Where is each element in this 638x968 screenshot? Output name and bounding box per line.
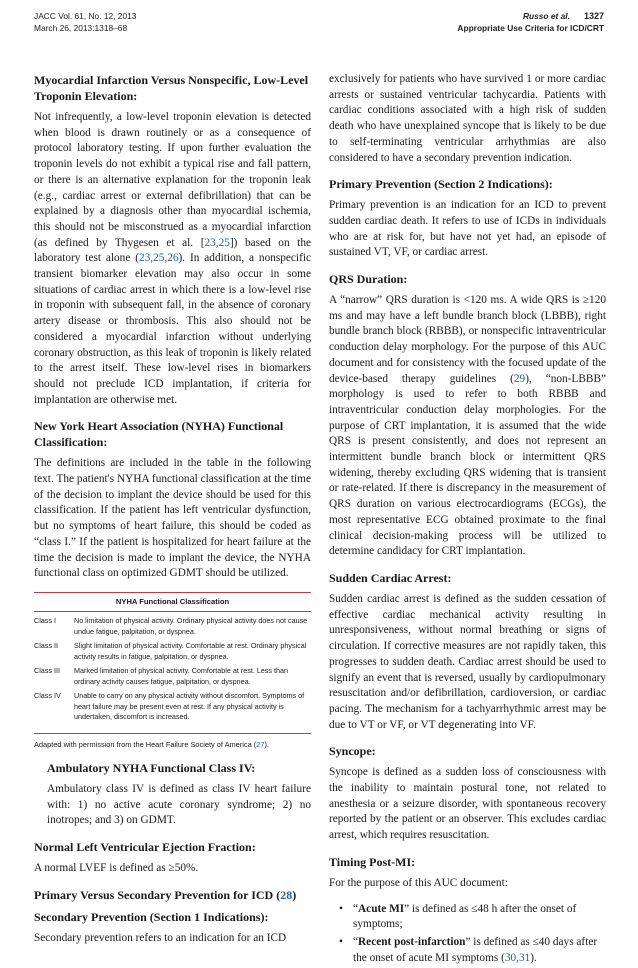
table-cell-class: Class I [34, 616, 56, 626]
table-cell-desc: Slight limitation of physical activity. Comfortable at rest. Ordinary physical activity results in fatigue, palpitation, or dyspnea. [74, 641, 307, 661]
ref-link-29[interactable]: 29 [513, 372, 526, 385]
left-column [34, 72, 311, 957]
timing-list [329, 902, 606, 967]
running-header-left [34, 10, 136, 34]
table-cell-desc: No limitation of physical activity. Ordinary physical activity does not cause undue fatigue, palpitation, or dyspnea. [74, 616, 308, 636]
paragraph-ambulatory: Ambulatory class IV is defined as class IV heart failure with: 1) no active acute coronary syndrome; 2) no inotropes; and 3) on GDMT. [47, 782, 311, 827]
paragraph-secondary-cont: exclusively for patients who have survived 1 or more cardiac arrests or sustained ventricular tachycardia. Patients with cardiac conditions associated with a high risk of sudden death who have unexplained syncope that is likely to be due to self-terminating ventricular arrhythmias are also considered to have a secondary prevention indication. [329, 73, 606, 164]
table-cell-desc: Marked limitation of physical activity. Comfortable at rest. Less than ordinary activity causes fatigue, palpitation, or dyspnea. [74, 666, 288, 686]
article-short-title: Appropriate Use Criteria for ICD/CRT [457, 23, 604, 33]
table-row [34, 691, 311, 723]
table-cell-class: Class IV [34, 691, 61, 701]
page-number: 1327 [583, 11, 604, 21]
paragraph-primary: Primary prevention is an indication for an ICD to prevent sudden cardiac death. It refers to use of ICDs in individuals who are at risk for, but have not yet had, an episode of sustained VT, VF, or cardiac arrest. [329, 199, 606, 259]
table-footnote: Adapted with permission from the Heart Failure Society of America (27). [34, 739, 269, 749]
heading-mi: Myocardial Infarction Versus Nonspecific, Low-Level Troponin Elevation: [34, 73, 309, 103]
nyha-table [34, 592, 311, 734]
heading-timing: Timing Post-MI: [329, 854, 416, 869]
right-column [329, 72, 606, 968]
ambulatory-block [34, 760, 311, 829]
table-title: NYHA Functional Classification [34, 597, 311, 613]
paragraph-sca: Sudden cardiac arrest is defined as the sudden cessation of effective cardiac mechanical activity resulting in unresponsiveness, without normal breathing or signs of circulation. If corrective measures are not rapidly taken, this progresses to sudden death. Cardiac arrest should be used to signify an event that is reversed, usually by cardiopulmonary resuscitation and/or defibrillation, cardioversion, or cardiac pacing. The mechanism for a tachyarrhythmic arrest may be due to VT or VF, or VT degenerating into VF. [329, 592, 606, 731]
journal-citation: JACC Vol. 61, No. 12, 2013 [34, 11, 137, 21]
table-cell-class: Class II [34, 641, 58, 651]
heading-secondary: Secondary Prevention (Section 1 Indications): [34, 909, 269, 924]
heading-ambulatory: Ambulatory NYHA Functional Class IV: [47, 760, 256, 775]
paragraph-timing: For the purpose of this AUC document: [329, 876, 508, 889]
paragraph-nyha: The definitions are included in the table in the following text. The patient's NYHA functional classification at the time of the decision to implant the device should be used for this classification. If the patient has left ventricular dysfunction, but no symptoms of heart failure, this should be coded as “class I.” If the patient is hospitalized for heart failure at the time the decision is made to implant the device, the NYHA functional class on optimized GDMT should be utilized. [34, 457, 311, 580]
heading-qrs: QRS Duration: [329, 272, 408, 287]
ref-link-23-25-26[interactable]: 23,25,26 [138, 252, 179, 265]
running-header-right [457, 10, 604, 34]
table-cell-class: Class III [34, 666, 60, 676]
issue-date: March 26, 2013:1318–68 [34, 23, 128, 33]
list-item: • “Recent post-infarction” is defined as ≤40 days after the onset of acute MI symptoms (30,31). [345, 935, 606, 966]
ref-link-23-25[interactable]: 23,25 [204, 236, 230, 249]
paragraph-qrs: A “narrow” QRS duration is <120 ms. A wide QRS is ≥120 ms and may have a left bundle branch block (LBBB), right bundle branch block (RBBB), or nonspecific intraventricular conduction delay morphology. For the purpose of this AUC document and for consistency with the focused update of the device-based therapy guidelines (29), “non-LBBB” morphology is used to refer to both RBBB and intraventricular conduction delay morphologies. For the purpose of CRT implantation, it is assumed that the wide QRS is present consistently, and does not represent an intermittent bundle branch block or intermittent QRS widening, thereby excluding QRS widening that is transient or rate-related. If there is discrepancy in the measurement of QRS duration on various electrocardiograms (ECGs), the most representative ECG obtained proximate to the final clinical decision-making process will be utilized to determine candidacy for CRT implantation. [329, 294, 606, 558]
paragraph-secondary-start: Secondary prevention refers to an indication for an ICD [34, 931, 287, 944]
heading-prim-vs-sec: Primary Versus Secondary Prevention for ICD (28) [34, 887, 297, 902]
paragraph-syncope: Syncope is defined as a sudden loss of consciousness with the inability to maintain postural tone, not related to anesthesia or a seizure disorder, with spontaneous recovery reported by the patient or an observer. This excludes cardiac arrest, which requires resuscitation. [329, 766, 606, 842]
list-item: • “Acute MI” is defined as ≤48 h after the onset of symptoms; [345, 902, 606, 933]
ref-link-30-31[interactable]: 30,31 [504, 951, 531, 964]
heading-primary: Primary Prevention (Section 2 Indications): [329, 177, 553, 192]
table-row [34, 641, 311, 662]
table-row [34, 666, 311, 687]
table-cell-desc: Unable to carry on any physical activity without discomfort. Symptoms of heart failure may be present even at rest. If any physical activity is undertaken, discomfort is increased. [74, 691, 305, 722]
paragraph-mi: Not infrequently, a low-level troponin elevation is detected when blood is drawn routinely or as a consequence of protocol laboratory testing. If upon further evaluation the troponin levels do not exhibit a typical rise and fall pattern, or there is an alternative explanation for the troponin leak (e.g., cardiac arrest or external defibrillation) that can be explained by a diagnosis other than myocardial ischemia, this should not be misconstrued as a myocardial infarction (as defined by Thygesen et al. [23,25]) based on the laboratory test alone (23,25,26). In addition, a nonspecific transient biomarker elevation may also occur in some situations of cardiac arrest in which there is a low-level rise in troponin with subsequent fall, in the absence of coronary artery disease or thrombosis. This also should not be considered a myocardial infarction without underlying coronary obstruction, as this leak of troponin is likely related to the arrest itself. These low-level rises in biomarkers should not preclude ICD implantation, if criteria for implantation are otherwise met. [34, 111, 311, 406]
table-row [34, 616, 311, 637]
authors: Russo et al. [522, 11, 570, 21]
ref-link-28[interactable]: 28 [280, 887, 293, 902]
heading-lvef: Normal Left Ventricular Ejection Fraction: [34, 840, 256, 855]
heading-syncope: Syncope: [329, 744, 376, 759]
paragraph-lvef: A normal LVEF is defined as ≥50%. [34, 862, 199, 875]
ref-link-27[interactable]: 27 [256, 739, 265, 749]
heading-nyha: New York Heart Association (NYHA) Functional Classification: [34, 419, 284, 450]
heading-sca: Sudden Cardiac Arrest: [329, 570, 452, 585]
